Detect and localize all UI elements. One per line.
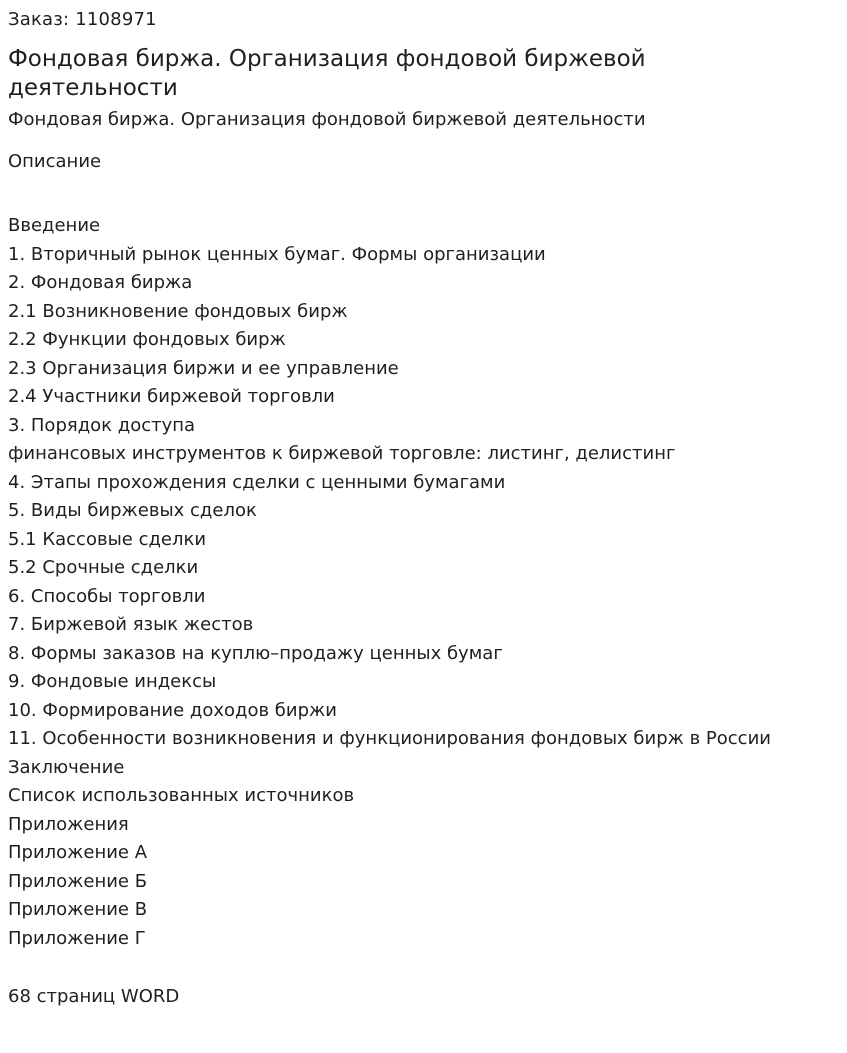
toc-item: Приложения (8, 813, 129, 835)
toc-item: 4. Этапы прохождения сделки с ценными бумагами (8, 471, 506, 493)
toc-item: 2.1 Возникновение фондовых бирж (8, 300, 348, 322)
toc-item: 8. Формы заказов на куплю–продажу ценных бумаг (8, 642, 503, 664)
toc-item: 11. Особенности возникновения и функционирования фондовых бирж в России (8, 728, 771, 749)
toc-item: 7. Биржевой язык жестов (8, 614, 254, 635)
toc-item: Приложение Г (8, 927, 146, 949)
toc-item: 2.3 Организация биржи и ее управление (8, 357, 399, 379)
toc-item: Заключение (8, 756, 125, 778)
toc-item: финансовых инструментов к биржевой торговле: листинг, делистинг (8, 443, 676, 464)
toc-item: 10. Формирование доходов биржи (8, 699, 337, 721)
toc-item: 3. Порядок доступа (8, 414, 196, 436)
toc-item: 2.2 Функции фондовых бирж (8, 329, 286, 350)
toc-item: 2. Фондовая биржа (8, 272, 193, 293)
toc-item: Приложение Б (8, 870, 148, 892)
toc-item: Приложение В (8, 899, 148, 920)
toc-item: 5.1 Кассовые сделки (8, 528, 207, 550)
description-heading: Описание (8, 151, 102, 172)
toc-item: 5. Виды биржевых сделок (8, 500, 257, 521)
toc-item: Введение (8, 215, 101, 236)
toc-item: 2.4 Участники биржевой торговли (8, 386, 335, 407)
order-number: Заказ: 1108971 (8, 9, 157, 30)
toc-item: 1. Вторичный рынок ценных бумаг. Формы организации (8, 243, 546, 265)
toc-item: 9. Фондовые индексы (8, 671, 217, 692)
page-subtitle: Фондовая биржа. Организация фондовой биржевой деятельности (8, 109, 646, 130)
toc-item: Приложение А (8, 842, 148, 863)
page-title: Фондовая биржа. Организация фондовой биржевой деятельности (8, 46, 646, 101)
toc-item: 6. Способы торговли (8, 585, 206, 607)
toc-item: 5.2 Срочные сделки (8, 557, 199, 578)
toc-item: Список использованных источников (8, 785, 355, 806)
table-of-contents (8, 212, 839, 953)
page-count: 68 страниц WORD (8, 986, 180, 1007)
